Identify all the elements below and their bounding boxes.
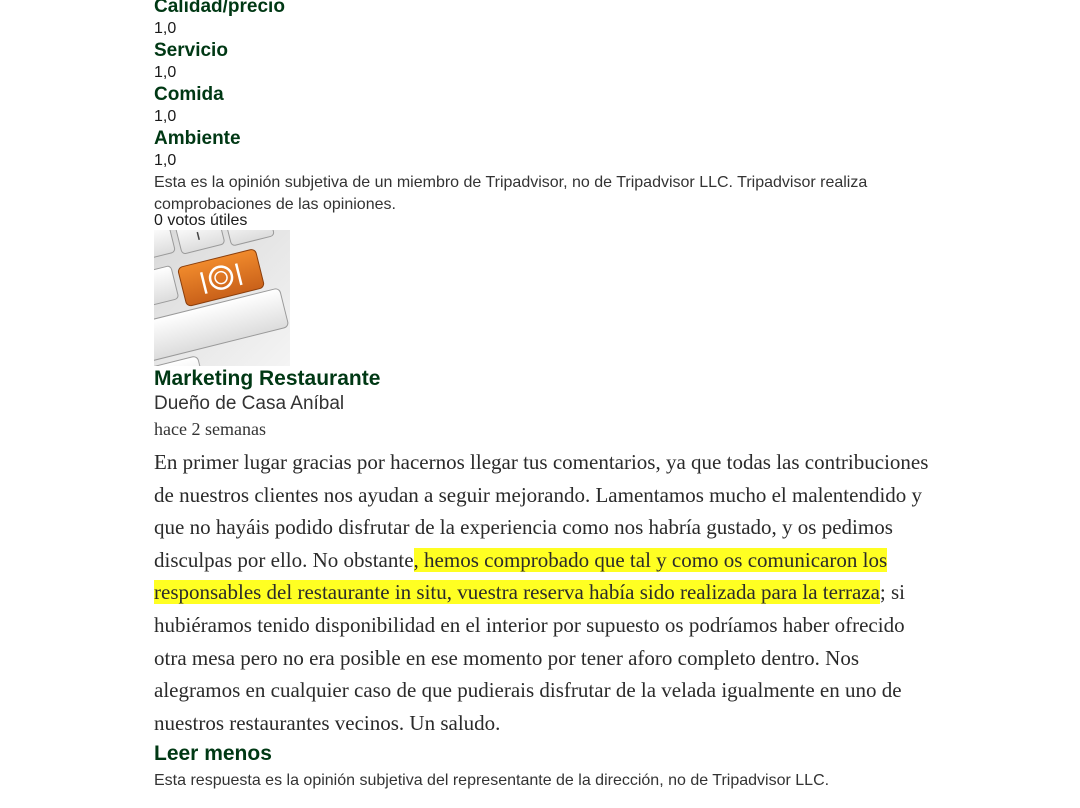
rating-label-value: Calidad/precio	[154, 0, 285, 17]
rating-label-service: Servicio	[154, 40, 228, 61]
read-less-link[interactable]: Leer menos	[154, 742, 272, 766]
rating-score-atmosphere: 1,0	[154, 152, 177, 169]
response-body	[154, 446, 930, 739]
rating-score-value: 1,0	[154, 20, 177, 37]
response-body-text-end: ; si hubiéramos tenido disponibilidad en el interior por supuesto os podríamos haber ofrecido otra mesa pero no era posible en ese momento por tener aforo completo dentro. Nos alegramos en cualquier caso de que pudierais disfrutar de la velada igualmente en uno de nuestros restaurantes vecinos. Un saludo.	[154, 580, 905, 735]
keyboard-restaurant-key-icon	[154, 230, 290, 366]
rating-score-food: 1,0	[154, 108, 177, 125]
responder-name[interactable]: Marketing Restaurante	[154, 367, 381, 390]
ratings-list	[154, 0, 934, 172]
responder-role: Dueño de Casa Aníbal	[154, 393, 345, 414]
rating-label-food: Comida	[154, 84, 224, 105]
response-body-text: En primer lugar gracias por hacernos llegar tus comentarios, ya que todas las contribuciones de nuestros clientes nos ayudan a seguir mejorando. Lamentamos mucho el malentendido y que no hayáis podido disfrutar de la experiencia como nos habría gustado, y os pedimos disculpas por ello. No obstante	[154, 450, 929, 572]
review-disclaimer: Esta es la opinión subjetiva de un miembro de Tripadvisor, no de Tripadvisor LLC. Tripadvisor realiza comprobaciones de las opiniones.	[154, 174, 868, 213]
rating-score-service: 1,0	[154, 64, 177, 81]
response-body-highlight: , hemos comprobado que tal y como os comunicaron los responsables del restaurante in situ, vuestra reserva había sido realizada para la terraza	[154, 547, 888, 605]
review-page	[154, 0, 934, 792]
owner-response-disclaimer: Esta respuesta es la opinión subjetiva del representante de la dirección, no de Tripadvisor LLC.	[154, 772, 830, 790]
response-date: hace 2 semanas	[154, 419, 266, 439]
helpful-votes[interactable]: 0 votos útiles	[154, 212, 248, 229]
rating-label-atmosphere: Ambiente	[154, 128, 241, 149]
